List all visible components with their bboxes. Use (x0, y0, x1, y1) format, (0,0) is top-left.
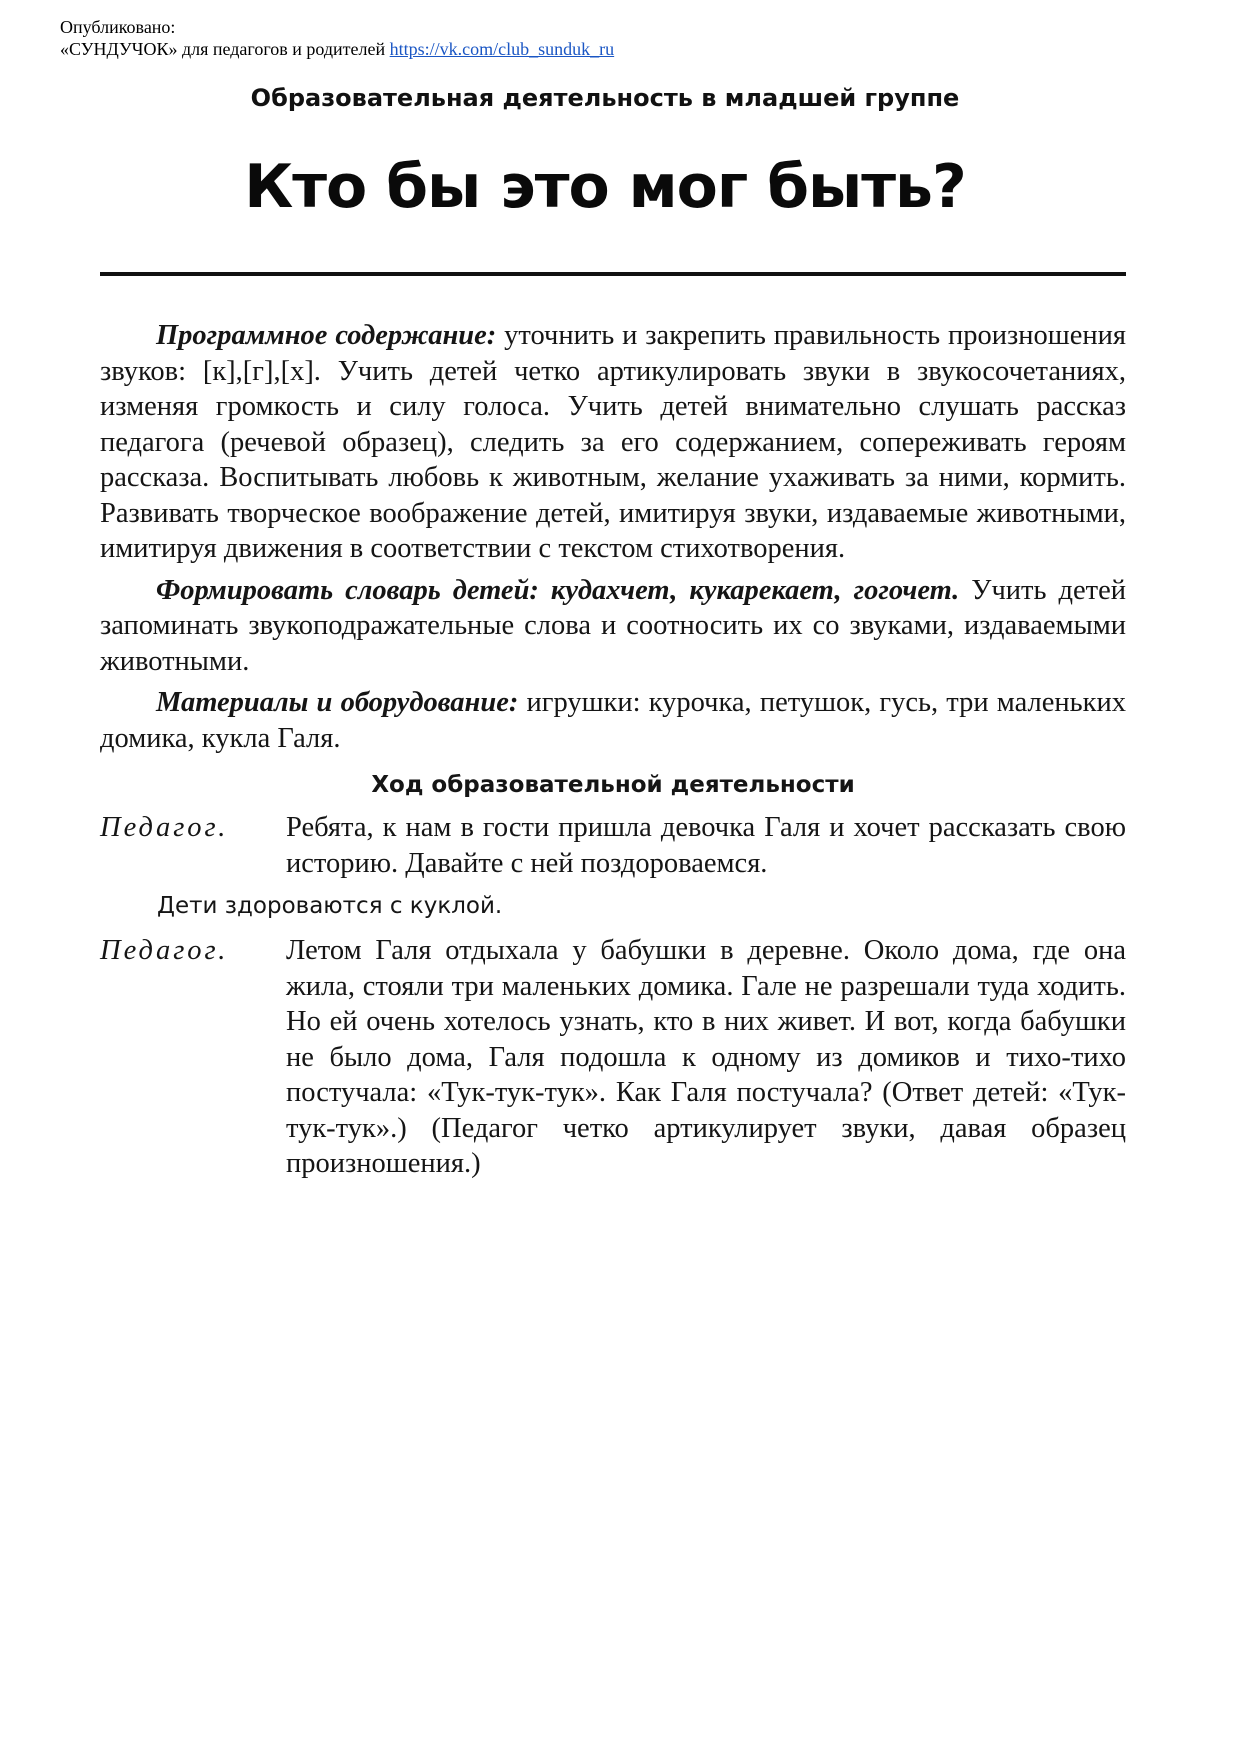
source-link[interactable]: https://vk.com/club_sunduk_ru (389, 39, 615, 59)
dialog-entry (100, 933, 1126, 1182)
section-heading: Ход образовательной деятельности (371, 772, 855, 798)
title-divider (100, 272, 1126, 276)
program-text: уточнить и закрепить правильность произношения звуков: [к],[г],[х]. Учить детей четко артикулировать звуки в звукосочетаниях, изменяя громкость и силу голоса. Учить детей внимательно слушать рассказ педагога (речевой образец), следить за его содержанием, сопереживать героям рассказа. Воспитывать любовь к животным, желание ухаживать за ними, кормить. Развивать творческое воображение детей, имитируя звуки, издаваемые животными, имитируя движения в соответствии с текстом стихотворения. (100, 320, 1126, 564)
source-prefix: «СУНДУЧОК» для педагогов и родителей (60, 39, 386, 59)
source-line (60, 38, 614, 60)
dialog-entry (100, 810, 1126, 881)
document-title: Кто бы это мог быть? (244, 152, 966, 222)
program-lead: Программное содержание: (156, 320, 497, 351)
published-label: Опубликовано: (60, 17, 176, 37)
children-note: Дети здороваются с куклой. (157, 893, 503, 919)
document-subtitle: Образовательная деятельность в младшей группе (250, 84, 960, 112)
materials-paragraph (100, 685, 1126, 756)
program-paragraph (100, 318, 1126, 567)
dialog-text: Ребята, к нам в гости пришла девочка Галя и хочет рассказать свою историю. Давайте с ней поздороваемся. (286, 812, 1126, 879)
vocabulary-lead: Формировать словарь детей: кудахчет, кукарекает, гогочет. (156, 574, 960, 606)
dialog-text: Летом Галя отдыхала у бабушки в деревне. Около дома, где она жила, стояли три маленьких домика. Гале не разрешали туда ходить. Но ей очень хотелось узнать, кто в них живет. И вот, когда бабушки не было дома, Галя подошла к одному из домиков и тихо-тихо постучала: «Тук-тук-тук». Как Галя постучала? (Ответ детей: «Тук-тук-тук».) (Педагог четко артикулирует звуки, давая образец произношения.) (286, 935, 1126, 1179)
materials-lead: Материалы и оборудование: (156, 687, 519, 718)
dialog-speaker: Педагог. (100, 935, 229, 966)
vocabulary-paragraph (100, 573, 1126, 680)
dialog-speaker: Педагог. (100, 812, 229, 843)
document-body (100, 318, 1126, 1190)
publication-header (60, 16, 614, 60)
vocabulary-text: Учить детей запоминать звукоподражательные слова и соотносить их со звуками, издаваемыми животными. (100, 574, 1126, 677)
materials-text: игрушки: курочка, петушок, гусь, три маленьких домика, кукла Галя. (100, 687, 1126, 754)
